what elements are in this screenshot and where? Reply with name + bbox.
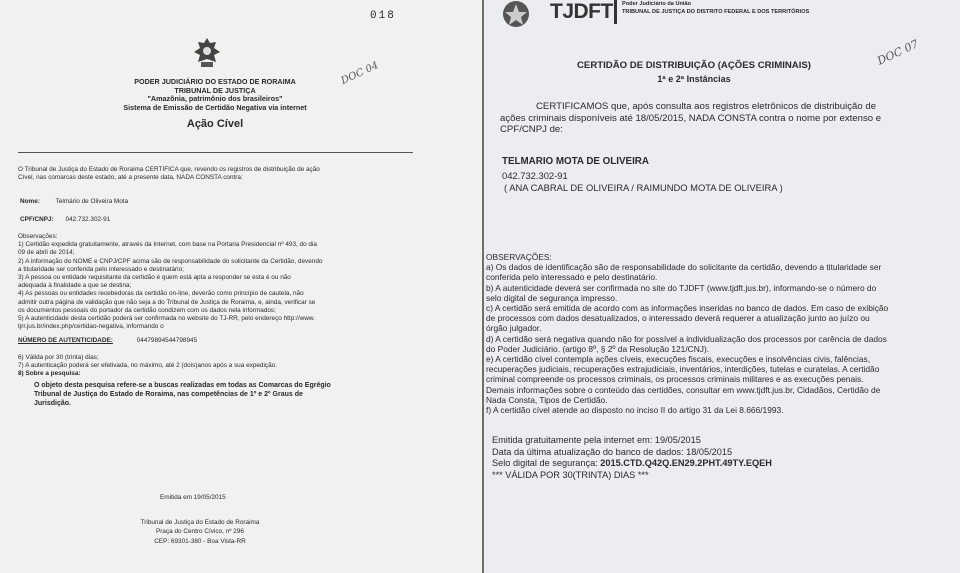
brand-sub-line: TRIBUNAL DE JUSTIÇA DO DISTRITO FEDERAL E DOS TERRITÓRIOS: [622, 9, 810, 15]
certificate-subtitle: 1ª e 2ª Instâncias: [657, 74, 731, 84]
obs-line: 8) Sobre a pesquisa:: [18, 370, 81, 378]
footer-line: CEP: 69301-380 - Boa Vista-RR: [154, 537, 246, 545]
tjdft-certificate-page: [484, 0, 960, 573]
observations-2: [18, 354, 448, 379]
authenticity-value: 04479894544798945: [136, 337, 198, 344]
brand-subtitle: [622, 0, 809, 16]
obs-line: 3) A pessoa ou entidade requisitante da certidão é quem está apta a responder se esta é ou não: [18, 274, 291, 282]
obs-line: a) Os dados de identificação são de responsabilidade do solicitante da certidão, devendo a titularidade ser: [486, 262, 882, 273]
obs-line: f) A certidão cível atende ao disposto no inciso II do artigo 31 da Lei 8.666/1993.: [486, 405, 784, 416]
obs-line: 4) As pessoas ou entidades recebedoras da certidão on-line, deverão como princípio de cautela, não: [18, 290, 304, 298]
tjdft-logo: TJDFT: [550, 0, 613, 23]
seal-row: [492, 458, 952, 470]
obs-line: b) A autenticidade deverá ser confirmada no site do TJDFT (www.tjdft.jus.br), informando-se o número do: [486, 282, 877, 293]
coat-of-arms-icon: [192, 36, 222, 72]
certify-line: CPF/CNPJ de:: [500, 124, 563, 136]
cpf-label: CPF/CNPJ:: [20, 216, 54, 223]
certify-line: CERTIFICAMOS que, após consulta aos registros eletrônicos de distribuição de: [536, 101, 877, 112]
observations: [18, 233, 448, 331]
handwritten-note: DOC 04: [339, 60, 381, 87]
header-system: Sistema de Emissão de Certidão Negativa via internet: [123, 102, 307, 112]
name-row: [20, 198, 128, 206]
person-parents: ( ANA CABRAL DE OLIVEIRA / RAIMUNDO MOTA DE OLIVEIRA ): [504, 182, 783, 193]
authenticity-row: [18, 337, 197, 345]
certificate-title: CERTIDÃO DE DISTRIBUIÇÃO (AÇÕES CRIMINAIS): [577, 60, 811, 71]
obs-line: os documentos pessoais do portador da certidão condizem com os dados nela informados;: [18, 306, 276, 314]
name-label: Nome:: [20, 198, 40, 205]
observations: [486, 252, 956, 415]
name-value: Telmário de Oliveira Mota: [55, 198, 129, 205]
research-line: O objeto desta pesquisa refere-se a buscas realizadas em todas as Comarcas do Egrégio: [34, 382, 331, 389]
page-title: Ação Cível: [186, 118, 244, 130]
obs-title: Observações:: [18, 233, 58, 240]
handwritten-note: DOC 07: [875, 37, 921, 68]
footer-line: Tribunal de Justiça do Estado de Roraima: [140, 519, 260, 526]
obs-line: do Poder Judiciário. (artigo 8º, § 2º da Resolução 121/CNJ).: [486, 343, 710, 354]
research-line: Tribunal de Justiça do Estado de Roraima, nas competências de 1º e 2º Graus de: [34, 391, 303, 398]
footer-address: [120, 518, 280, 546]
header-motto: "Amazônia, patrimônio dos brasileiros": [147, 94, 283, 104]
person-cpf: 042.732.302-91: [502, 170, 568, 181]
obs-line: d) A certidão será negativa quando não for possível a individualização dos processos por carência de dados: [486, 333, 887, 344]
certify-line: ações criminais disponíveis até 18/05/2015, NADA CONSTA contra o nome por extenso e: [500, 112, 882, 124]
obs-line: 6) Válida por 30 (trinta) dias;: [18, 354, 99, 361]
logo-divider: [614, 0, 617, 24]
authenticity-label: NÚMERO DE AUTENTICIDADE:: [18, 337, 113, 344]
obs-line: Nada Consta, Tipos de Certidão.: [486, 394, 608, 405]
obs-line: selo digital de segurança impresso.: [486, 292, 618, 303]
obs-line: órgão julgador.: [486, 323, 542, 334]
obs-line: adequada à finalidade a que se destina;: [18, 282, 132, 290]
obs-line: 1) Certidão expedida gratuitamente, através da Internet, com base na Portaria Presidencial nº 493, do dia: [18, 241, 317, 249]
certify-text: [500, 101, 950, 136]
person-name: TELMARIO MOTA DE OLIVEIRA: [502, 156, 649, 167]
obs-line: 5) A autenticidade desta certidão poderá ser confirmada no website do TJ-RR, pelo endereço http://www.: [18, 315, 315, 323]
emission-block: [492, 435, 952, 481]
cpf-row: [20, 216, 110, 224]
obs-line: Demais informações sobre o conteúdo das certidões, consultar em www.tjdft.jus.br, Cidadãos, Certidão de: [486, 384, 881, 395]
page-number: 018: [370, 10, 396, 22]
obs-line: conferida pelo interessado e pelo destinatário.: [486, 272, 658, 283]
brand-sub-line: Poder Judiciário da União: [622, 1, 692, 7]
cpf-value: 042.732.302-91: [65, 216, 111, 223]
obs-line: 2) A informação do NOME e CNPJ/CPF acima são de responsabilidade do solicitante da Certidão, devendo: [18, 257, 323, 265]
obs-line: c) A certidão será emitida de acordo com as informações inseridas no banco de dados. Em caso de exibição: [486, 303, 889, 314]
obs-line: 7) A autenticação poderá ser efetivada, no máximo, até 2 (dois)anos após a sua expedição.: [18, 362, 277, 370]
obs-line: recuperações judiciais, recuperações extrajudiciais, inventários, interdições, tutelas e curatelas. A certidão: [486, 364, 880, 375]
obs-line: criminal compreende os processos criminais, os processos criminais militares e as execuções penais.: [486, 374, 864, 385]
research-line: Jurisdição.: [34, 400, 71, 407]
obs-line: e) A certidão cível contempla ações cíveis, execuções fiscais, execuções e insolvências civis, falências,: [486, 354, 871, 365]
emitted-date: Emitida gratuitamente pela internet em: 19/05/2015: [492, 435, 701, 445]
obs-line: tjrr.jus.br/index.php/certidao-negativa, informando o: [18, 323, 164, 331]
header-line1: PODER JUDICIÁRIO DO ESTADO DE RORAIMA: [134, 77, 296, 86]
obs-line: admitir outra página de validação que não seja a do Tribunal de Justiça de Roraima, e, ainda, verificar se: [18, 298, 316, 306]
seal-value: 2015.CTD.Q42Q.EN29.2PHT.49TY.EQEH: [600, 458, 772, 469]
obs-line: a titularidade ser conferida pelo interessado e destinatário;: [18, 265, 184, 273]
validity-note: *** VÁLIDA POR 30(TRINTA) DIAS ***: [492, 469, 649, 480]
divider: [18, 152, 413, 153]
obs-line: 09 de abril de 2014;: [18, 249, 75, 257]
header-block: [100, 78, 330, 112]
footer-line: Praça do Centro Cívico, nº 296: [156, 528, 244, 536]
emitted-date: Emitida em 19/05/2015: [160, 494, 226, 501]
research-text: [34, 381, 454, 408]
intro-line: O Tribunal de Justiça do Estado de Roraima CERTIFICA que, revendo os registros de distribuição de ação: [18, 166, 320, 173]
intro-text: [18, 166, 438, 182]
obs-line: de processos com dados desatualizados, o interessado deverá requerer a atualização junto ao juízo ou: [486, 313, 870, 324]
seal-label: Selo digital de segurança:: [492, 458, 601, 469]
header-line2: TRIBUNAL DE JUSTIÇA: [174, 85, 256, 95]
updated-date: Data da última atualização do banco de dados: 18/05/2015: [492, 446, 733, 457]
obs-title: OBSERVAÇÕES:: [486, 252, 552, 262]
intro-line: Cível, nas comarcas deste estado, até a presente data, NADA CONSTA contra:: [18, 174, 243, 182]
tjdft-emblem-icon: [496, 0, 536, 32]
